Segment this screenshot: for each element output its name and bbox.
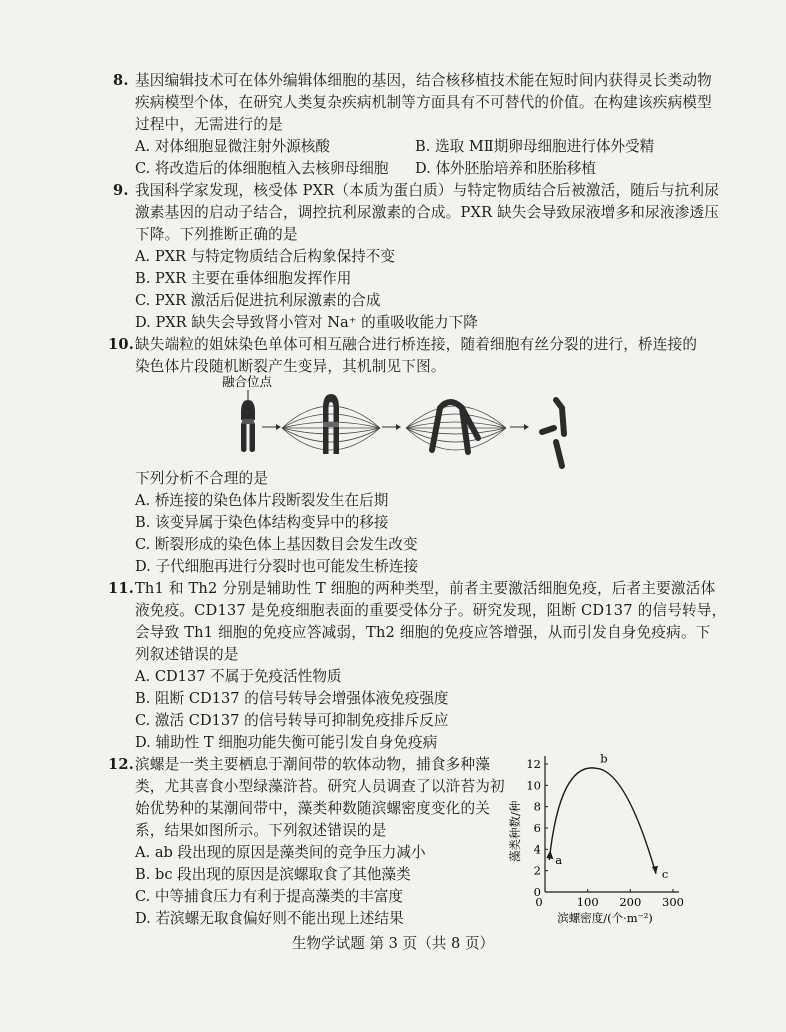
q12-option-d: D. 若滨螺无取食偏好则不能出现上述结果	[135, 910, 404, 927]
y-tick-label: 2	[533, 863, 541, 878]
y-tick-label: 6	[533, 821, 541, 835]
q11-stem-line-1: Th1 和 Th2 分别是辅助性 T 细胞的两种类型，前者主要激活细胞免疫，后者主要激活体	[135, 580, 716, 597]
y-tick-label: 10	[526, 778, 541, 793]
q8-option-b: B. 选取 MⅡ期卵母细胞进行体外受精	[415, 138, 655, 155]
y-tick-label: 0	[533, 885, 541, 899]
chart-curve	[549, 768, 656, 874]
q11-number: 11.	[108, 580, 134, 597]
q10-stem-line-1: 缺失端粒的姐妹染色单体可相互融合进行桥连接，随着细胞有丝分裂的进行，桥连接的	[135, 336, 698, 353]
q11-option-a: A. CD137 不属于免疫活性物质	[135, 668, 342, 685]
page-footer: 生物学试题 第 3 页（共 8 页）	[291, 935, 495, 952]
q12-stem-line-3: 始优势种的某潮间带中，藻类种数随滨螺密度变化的关	[135, 800, 491, 817]
q8-number: 8.	[113, 72, 129, 89]
q12-number: 12.	[108, 756, 134, 773]
q11-stem-line-4: 列叙述错误的是	[135, 646, 239, 663]
stage-3-bridge	[432, 402, 478, 452]
q8-stem-line-1: 基因编辑技术可在体外编辑体细胞的基因，结合核移植技术能在短时间内获得灵长类动物	[135, 72, 712, 89]
stage-3-spindle	[406, 406, 506, 450]
q11-option-b: B. 阻断 CD137 的信号转导会增强体液免疫强度	[135, 690, 449, 707]
x-tick-label: 100	[576, 895, 599, 909]
x-tick-label: 0	[535, 895, 543, 909]
q10-option-b: B. 该变异属于染色体结构变异中的移接	[135, 514, 389, 531]
chart-xlabel: 滨螺密度/(个·m⁻²)	[557, 911, 653, 925]
chromosome-bridge-figure	[210, 372, 610, 472]
y-tick-label: 12	[526, 757, 541, 771]
stage-2-chromosome	[323, 394, 339, 454]
curve-start-arrow	[546, 850, 553, 859]
q9-stem-line-1: 我国科学家发现，核受体 PXR（本质为蛋白质）与特定物质结合后被激活，随后与抗利尿	[135, 182, 720, 199]
algae-species-chart	[505, 752, 685, 930]
q8-option-c: C. 将改造后的体细胞植入去核卵母细胞	[135, 160, 389, 177]
stage-2-spindle	[282, 406, 380, 450]
stage-4-broken-chromosomes	[542, 400, 564, 466]
q11-stem-line-2: 液免疫。CD137 是免疫细胞表面的重要受体分子。研究发现，阻断 CD137 的信号转导，	[135, 602, 727, 619]
q12-stem-line-2: 类，尤其喜食小型绿藻浒苔。研究人员调查了以浒苔为初	[135, 778, 505, 795]
point-label-a: a	[555, 853, 563, 867]
q9-option-a: A. PXR 与特定物质结合后构象保持不变	[135, 248, 395, 265]
q11-option-c: C. 激活 CD137 的信号转导可抑制免疫排斥反应	[135, 712, 449, 729]
chart-ticks	[526, 757, 684, 909]
q9-stem-line-3: 下降。下列推断正确的是	[135, 226, 298, 243]
q9-option-c: C. PXR 激活后促进抗利尿激素的合成	[135, 292, 381, 309]
q9-option-d: D. PXR 缺失会导致肾小管对 Na⁺ 的重吸收能力下降	[135, 314, 478, 331]
point-label-c: c	[661, 866, 669, 881]
q10-option-d: D. 子代细胞再进行分裂时也可能发生桥连接	[135, 558, 419, 575]
q8-option-d: D. 体外胚胎培养和胚胎移植	[415, 160, 596, 177]
chart-ylabel: 藻类种数/种	[508, 800, 522, 862]
q9-stem-line-2: 激素基因的启动子结合，调控抗利尿激素的合成。PXR 缺失会导致尿液增多和尿液渗透压	[135, 204, 720, 221]
q9-option-b: B. PXR 主要在垂体细胞发挥作用	[135, 270, 352, 287]
x-tick-label: 200	[619, 895, 642, 909]
y-tick-label: 8	[533, 799, 541, 814]
q10-number: 10.	[108, 336, 134, 353]
x-tick-label: 300	[662, 895, 684, 909]
q10-option-c: C. 断裂形成的染色体上基因数目会发生改变	[135, 536, 418, 553]
q11-stem-line-3: 会导致 Th1 细胞的免疫应答减弱，Th2 细胞的免疫应答增强，从而引发自身免疫病。下	[135, 624, 711, 641]
q10-prompt: 下列分析不合理的是	[135, 470, 269, 487]
point-label-b: b	[600, 752, 608, 766]
q8-option-a: A. 对体细胞显微注射外源核酸	[135, 138, 330, 155]
q12-option-c: C. 中等捕食压力有利于提高藻类的丰富度	[135, 888, 404, 905]
y-tick-label: 4	[533, 842, 541, 857]
q9-number: 9.	[113, 182, 129, 199]
q12-stem-line-1: 滨螺是一类主要栖息于潮间带的软体动物，捕食多种藻	[135, 756, 491, 773]
q10-option-a: A. 桥连接的染色体片段断裂发生在后期	[135, 492, 389, 509]
q12-option-a: A. ab 段出现的原因是藻类间的竞争压力减小	[135, 844, 426, 861]
q8-stem-line-2: 疾病模型个体，在研究人类复杂疾病机制等方面具有不可替代的价值。在构建该疾病模型	[135, 94, 712, 111]
fusion-site-label: 融合位点	[222, 374, 273, 389]
q10-stem-line-2: 染色体片段随机断裂产生变异，其机制见下图。	[135, 358, 446, 375]
q11-option-d: D. 辅助性 T 细胞功能失衡可能引发自身免疫病	[135, 734, 438, 751]
q8-stem-line-3: 过程中，无需进行的是	[135, 116, 283, 133]
q12-option-b: B. bc 段出现的原因是滨螺取食了其他藻类	[135, 866, 411, 883]
stage-1-chromosome	[241, 400, 255, 452]
q12-stem-line-4: 系，结果如图所示。下列叙述错误的是	[135, 822, 387, 839]
chart-points	[546, 752, 668, 881]
